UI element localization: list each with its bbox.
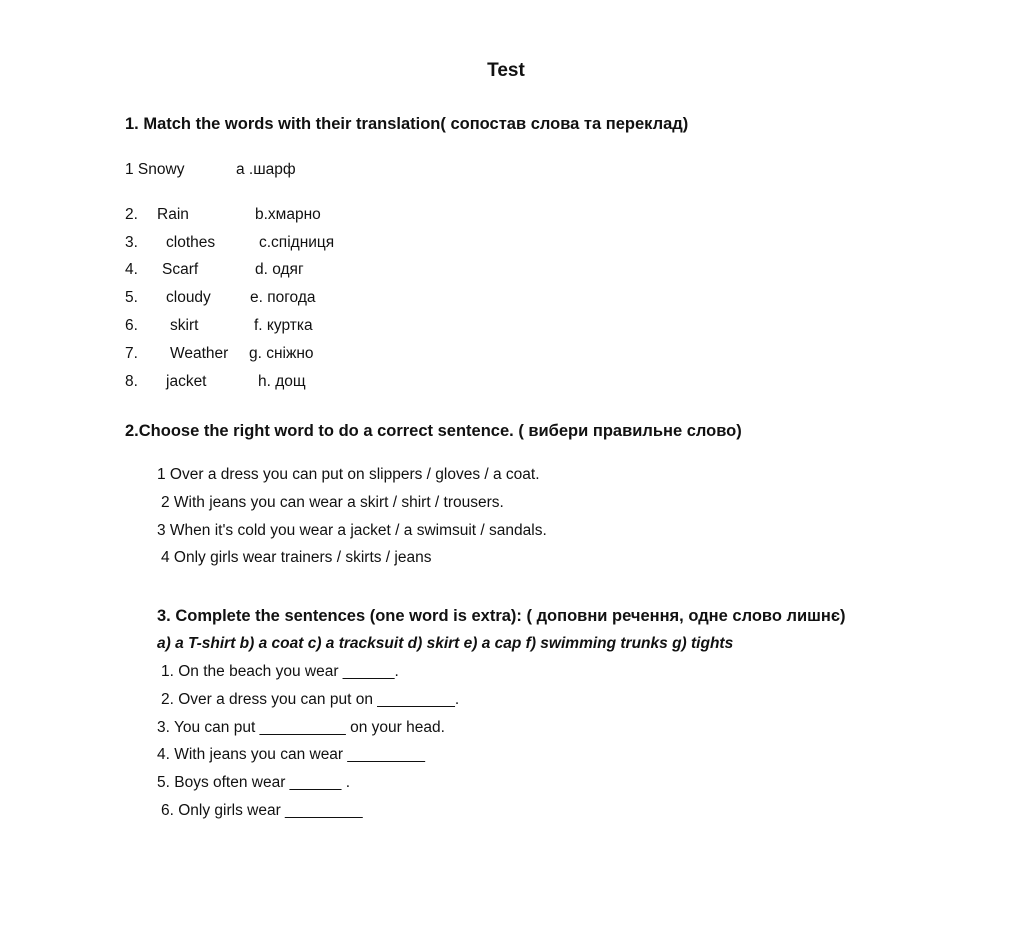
match-word: Scarf — [162, 261, 199, 278]
word-options: a) a T-shirt b) a coat c) a tracksuit d) skirt e) a cap f) swimming trunks g) tights — [157, 635, 734, 652]
complete-sentence: 4. With jeans you can wear _________ — [157, 746, 425, 763]
choose-sentence: 4 Only girls wear trainers / skirts / jeans — [161, 549, 432, 566]
complete-sentence: 6. Only girls wear _________ — [161, 802, 363, 819]
match-translation-1: a .шарф — [236, 161, 296, 178]
match-number: 8. — [125, 373, 138, 390]
match-word: cloudy — [166, 289, 211, 306]
match-translation: h. дощ — [258, 373, 306, 390]
match-number: 2. — [125, 206, 138, 223]
match-word: Weather — [170, 345, 229, 362]
match-translation: g. сніжно — [249, 345, 314, 362]
match-word-1: 1 Snowy — [125, 161, 185, 178]
page-title: Test — [487, 60, 525, 81]
match-translation: c.спідниця — [259, 234, 335, 251]
complete-sentence: 5. Boys often wear ______ . — [157, 774, 351, 791]
match-translation: b.хмарно — [255, 206, 321, 223]
section-2-heading: 2.Choose the right word to do a correct sentence. ( вибери правильне слово) — [125, 422, 742, 440]
section-1-heading: 1. Match the words with their translation( сопостав слова та переклад) — [125, 115, 689, 133]
match-word: skirt — [170, 317, 199, 334]
choose-sentence: 3 When it's cold you wear a jacket / a swimsuit / sandals. — [157, 522, 547, 539]
match-number: 5. — [125, 289, 138, 306]
match-translation: e. погода — [250, 289, 316, 306]
match-translation: f. куртка — [254, 317, 313, 334]
match-number: 4. — [125, 261, 138, 278]
match-word: Rain — [157, 206, 189, 223]
section-3-heading: 3. Complete the sentences (one word is extra): ( доповни речення, одне слово лишнє) — [157, 607, 846, 625]
complete-sentence: 2. Over a dress you can put on _________. — [161, 691, 460, 708]
match-number: 6. — [125, 317, 138, 334]
match-word: jacket — [166, 373, 207, 390]
match-translation: d. одяг — [255, 261, 304, 278]
choose-sentence: 2 With jeans you can wear a skirt / shirt / trousers. — [161, 494, 504, 511]
choose-sentence: 1 Over a dress you can put on slippers / gloves / a coat. — [157, 466, 540, 483]
match-word: clothes — [166, 234, 216, 251]
complete-sentence: 1. On the beach you wear ______. — [161, 663, 399, 680]
complete-sentence: 3. You can put __________ on your head. — [157, 719, 445, 736]
match-number: 7. — [125, 345, 138, 362]
match-number: 3. — [125, 234, 138, 251]
